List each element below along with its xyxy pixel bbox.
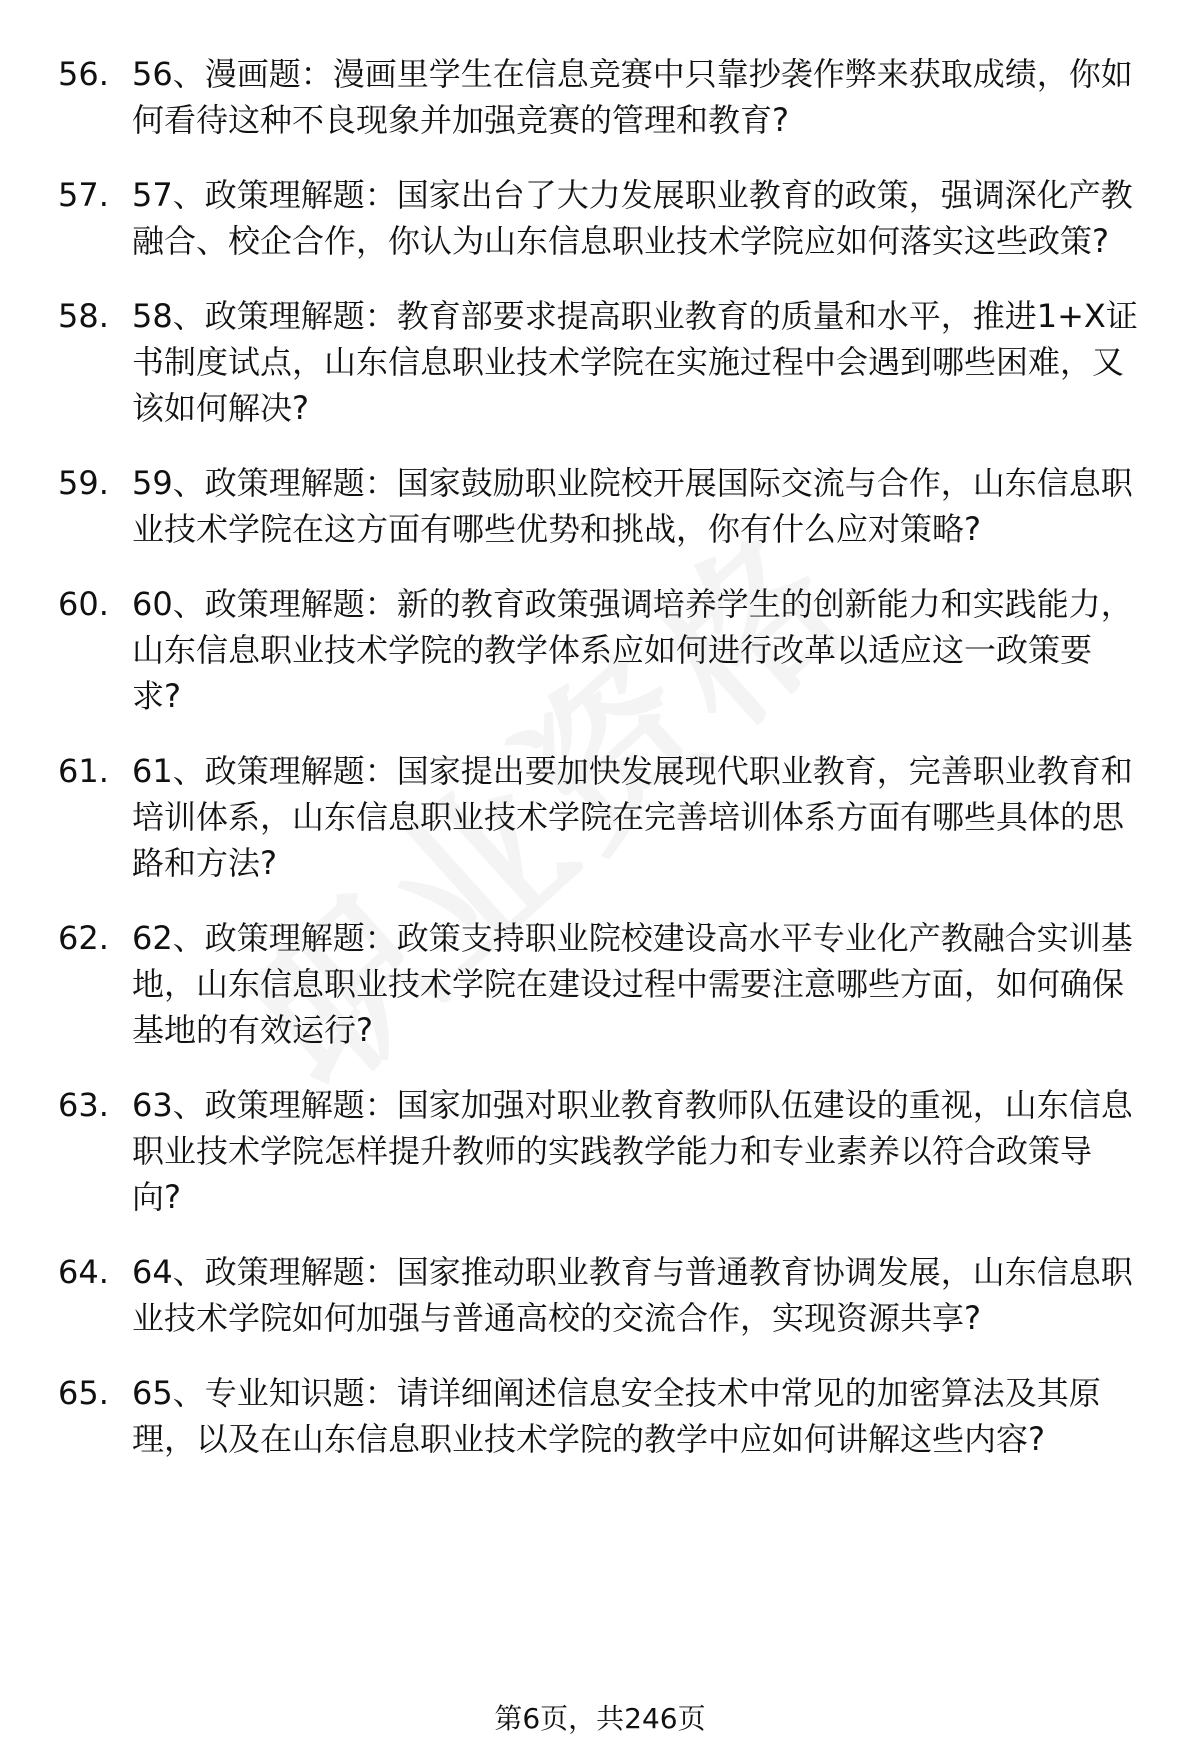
question-number: 65. — [58, 1374, 109, 1412]
page-footer: 第6页，共246页 — [494, 1702, 706, 1735]
list-item — [58, 581, 1148, 719]
question-text: 65、专业知识题：请详细阐述信息安全技术中常见的加密算法及其原理，以及在山东信息职业技术学院的教学中应如何讲解这些内容? — [132, 1374, 1101, 1458]
question-list — [58, 51, 1148, 1491]
question-text: 60、政策理解题：新的教育政策强调培养学生的创新能力和实践能力，山东信息职业技术学院的教学体系应如何进行改革以适应这一政策要求? — [132, 585, 1133, 715]
question-number: 63. — [58, 1086, 109, 1124]
question-number: 59. — [58, 464, 109, 502]
question-text: 64、政策理解题：国家推动职业教育与普通教育协调发展，山东信息职业技术学院如何加强与普通高校的交流合作，实现资源共享? — [132, 1253, 1133, 1337]
question-number: 62. — [58, 919, 109, 957]
list-item — [58, 1370, 1148, 1462]
question-number: 61. — [58, 752, 109, 790]
question-text: 59、政策理解题：国家鼓励职业院校开展国际交流与合作，山东信息职业技术学院在这方面有哪些优势和挑战，你有什么应对策略? — [132, 464, 1133, 548]
list-item — [58, 293, 1148, 431]
question-text: 56、漫画题：漫画里学生在信息竞赛中只靠抄袭作弊来获取成绩，你如何看待这种不良现象并加强竞赛的管理和教育? — [132, 55, 1133, 139]
question-number: 56. — [58, 55, 109, 93]
list-item — [58, 460, 1148, 552]
list-item — [58, 1082, 1148, 1220]
question-number: 60. — [58, 585, 109, 623]
list-item — [58, 748, 1148, 886]
list-item — [58, 172, 1148, 264]
question-number: 64. — [58, 1253, 109, 1291]
question-text: 62、政策理解题：政策支持职业院校建设高水平专业化产教融合实训基地，山东信息职业技术学院在建设过程中需要注意哪些方面，如何确保基地的有效运行? — [132, 919, 1133, 1049]
question-text: 58、政策理解题：教育部要求提高职业教育的质量和水平，推进1+X证书制度试点，山东信息职业技术学院在实施过程中会遇到哪些困难，又该如何解决? — [132, 297, 1138, 427]
question-number: 58. — [58, 297, 109, 335]
list-item — [58, 51, 1148, 143]
question-text: 57、政策理解题：国家出台了大力发展职业教育的政策，强调深化产教融合、校企合作，你认为山东信息职业技术学院应如何落实这些政策? — [132, 176, 1133, 260]
list-item — [58, 1249, 1148, 1341]
question-text: 63、政策理解题：国家加强对职业教育教师队伍建设的重视，山东信息职业技术学院怎样提升教师的实践教学能力和专业素养以符合政策导向? — [132, 1086, 1133, 1216]
question-number: 57. — [58, 176, 109, 214]
question-text: 61、政策理解题：国家提出要加快发展现代职业教育，完善职业教育和培训体系，山东信息职业技术学院在完善培训体系方面有哪些具体的思路和方法? — [132, 752, 1133, 882]
list-item — [58, 915, 1148, 1053]
